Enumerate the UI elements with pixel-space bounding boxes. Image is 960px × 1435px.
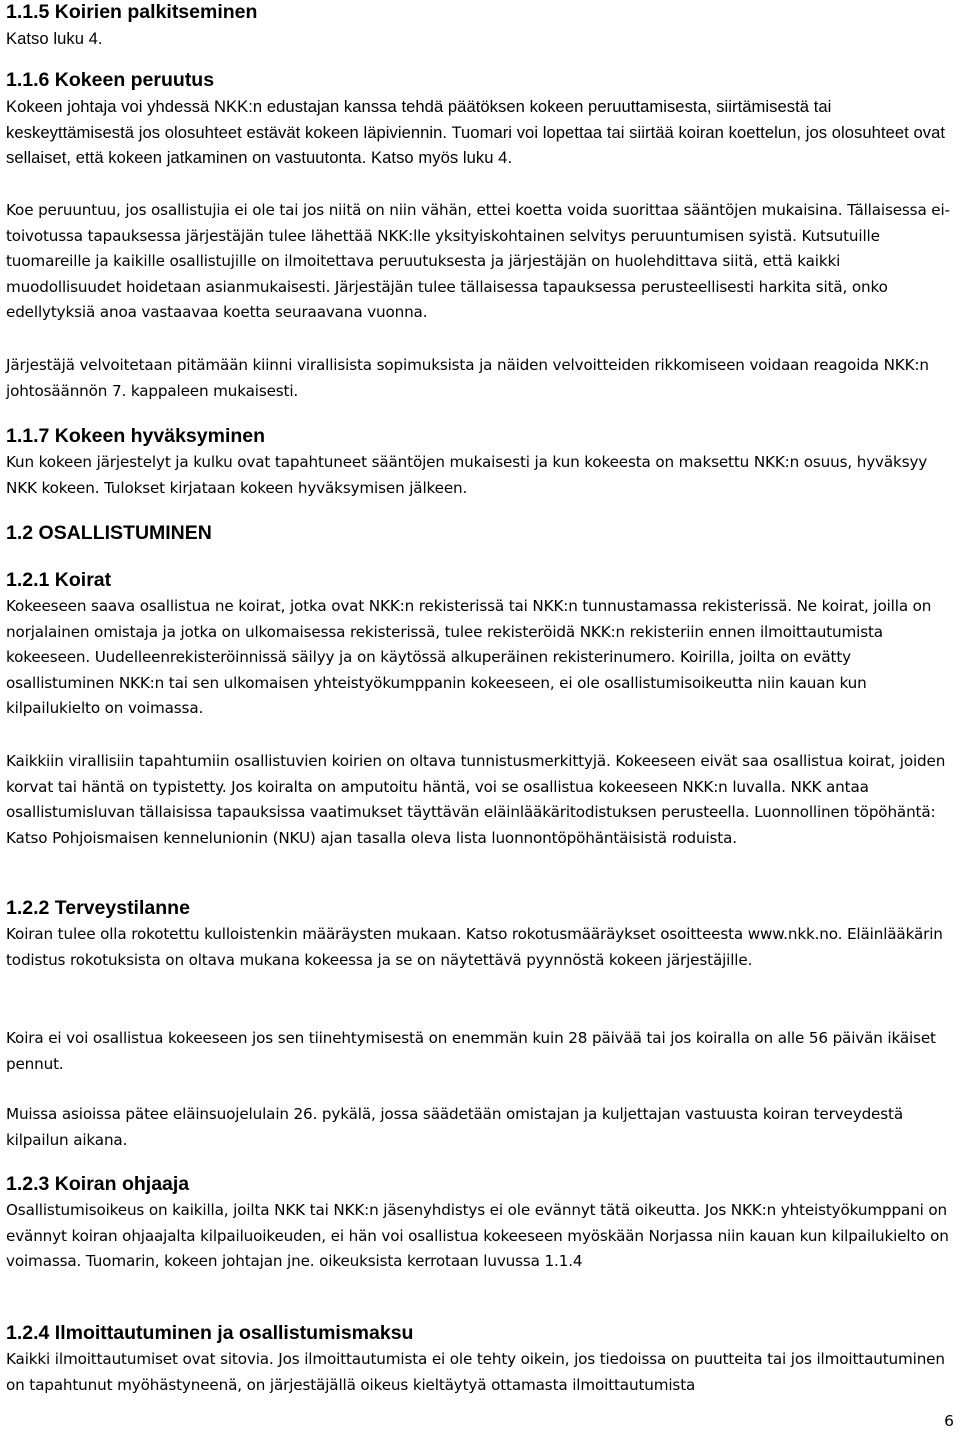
heading-1-2: 1.2 OSALLISTUMINEN [6, 522, 212, 544]
heading-1-1-7: 1.1.7 Kokeen hyväksyminen [6, 425, 266, 447]
paragraph: Kaikkiin virallisiin tapahtumiin osallistuvien koirien on oltava tunnistusmerkittyjä. Kokeeseen eivät saa osallistua koirat, joiden korvat tai häntä on typistetty. Jos koiralta on amputoitu häntä, voi se osallistua kokeeseen NKK:n luvalla. NKK antaa osallistumisluvan tällaisissa tapauksissa vaatimukset täyttävän eläinlääkäritodistuksen perusteella. Luonnollinen töpöhäntä: Katso Pohjoismaisen kennelunionin (NKU) ajan tasalla oleva lista luonnontöpöhäntäisistä roduista. [6, 752, 946, 847]
paragraph: Koe peruuntuu, jos osallistujia ei ole tai jos niitä on niin vähän, ettei koetta voida suorittaa sääntöjen mukaisina. Tällaisessa ei-toivotussa tapauksessa järjestäjän tulee lähettää NKK:lle yksityiskohtainen selvitys peruuntumisen syistä. Kutsutuille tuomareille ja kaikille osallistujille on ilmoitettava peruutuksesta ja järjestäjän on huolehdittava siitä, että kaikki muodollisuudet hoidetaan asianmukaisesti. Järjestäjän tulee tällaisessa tapauksessa perusteellisesti harkita sitä, onko edellytyksiä anoa vastaavaa koetta seuraavana vuonna. [6, 201, 950, 322]
section-1-1-7 [6, 424, 956, 501]
paragraph: Kaikki ilmoittautumiset ovat sitovia. Jos ilmoittautumista ei ole tehty oikein, jos tiedoissa on puutteita tai jos ilmoittautuminen on tapahtunut myöhästyneenä, on järjestäjällä oikeus kieltäytyä ottamasta ilmoittautumista [6, 1350, 945, 1394]
heading-1-2-4: 1.2.4 Ilmoittautuminen ja osallistumismaksu [6, 1322, 414, 1344]
paragraph: Kokeen johtaja voi yhdessä NKK:n edustajan kanssa tehdä päätöksen kokeen peruuttamisesta, siirtämisestä tai keskeyttämisestä jos olosuhteet estävät kokeen läpiviennin. Tuomari voi lopettaa tai siirtää koiran koettelun, jos olosuhteet ovat sellaiset, että kokeen jatkaminen on vastuutonta. Katso myös luku 4. [6, 97, 946, 168]
heading-1-1-5: 1.1.5 Koirien palkitseminen [6, 1, 258, 23]
section-1-2-2-cont [6, 1026, 956, 1077]
section-1-2-2 [6, 896, 956, 973]
section-1-2-1-cont [6, 749, 956, 851]
section-1-1-6 [6, 68, 956, 171]
section-1-2-2-cont2 [6, 1102, 956, 1153]
paragraph: Muissa asioissa pätee eläinsuojelulain 26. pykälä, jossa säädetään omistajan ja kuljettajan vastuusta koiran terveydestä kilpailun aikana. [6, 1105, 903, 1149]
heading-1-1-6: 1.1.6 Kokeen peruutus [6, 69, 215, 91]
paragraph: Koira ei voi osallistua kokeeseen jos sen tiinehtymisestä on enemmän kuin 28 päivää tai jos koiralla on alle 56 päivän ikäiset pennut. [6, 1029, 936, 1073]
section-1-1-6-cont [6, 198, 956, 326]
paragraph: Katso luku 4. [6, 29, 103, 48]
heading-1-2-1: 1.2.1 Koirat [6, 569, 112, 591]
section-1-2-4 [6, 1321, 956, 1398]
heading-1-2-3: 1.2.3 Koiran ohjaaja [6, 1173, 190, 1195]
paragraph: Osallistumisoikeus on kaikilla, joilta NKK tai NKK:n jäsenyhdistys ei ole evännyt tätä oikeutta. Jos NKK:n yhteistyökumppani on evännyt koiran ohjaajalta kilpailuoikeuden, ei hän voi osallistua kokeeseen myöskään Norjassa niin kauan kun kilpailukielto on voimassa. Tuomarin, kokeen johtajan jne. oikeuksista kerrotaan luvussa 1.1.4 [6, 1201, 949, 1271]
heading-1-2-2: 1.2.2 Terveystilanne [6, 897, 190, 919]
paragraph: Kokeeseen saava osallistua ne koirat, jotka ovat NKK:n rekisterissä tai NKK:n tunnustamassa rekisterissä. Ne koirat, joilla on norjalainen omistaja ja jotka on ulkomaisessa rekisterissä, tulee rekisteröidä NKK:n rekisteriin ennen ilmoittautumista kokeeseen. Uudelleenrekisteröinnissä säilyy ja on käytössä alkuperäinen rekisterinumero. Koirilla, joilta on evätty osallistuminen NKK:n tai sen ulkomaisen yhteistyökumppanin kokeeseen, ei ole osallistumisoikeutta niin kauan kun kilpailukielto on voimassa. [6, 597, 932, 718]
section-1-1-6-cont2 [6, 353, 956, 404]
paragraph: Koiran tulee olla rokotettu kulloistenkin määräysten mukaan. Katso rokotusmääräykset osoitteesta www.nkk.no. Eläinlääkärin todistus rokotuksista on oltava mukana kokeessa ja se on näytettävä pyynnöstä kokeen järjestäjille. [6, 925, 943, 969]
page-number: 6 [944, 1412, 954, 1430]
section-1-1-5 [6, 0, 956, 52]
section-1-2-3 [6, 1172, 956, 1275]
section-1-2-1 [6, 568, 956, 722]
paragraph: Kun kokeen järjestelyt ja kulku ovat tapahtuneet sääntöjen mukaisesti ja kun kokeesta on maksettu NKK:n osuus, hyväksyy NKK kokeen. Tulokset kirjataan kokeen hyväksymisen jälkeen. [6, 453, 928, 497]
section-1-2 [6, 521, 956, 545]
paragraph: Järjestäjä velvoitetaan pitämään kiinni virallisista sopimuksista ja näiden velvoitteiden rikkomiseen voidaan reagoida NKK:n johtosäännön 7. kappaleen mukaisesti. [6, 356, 929, 400]
